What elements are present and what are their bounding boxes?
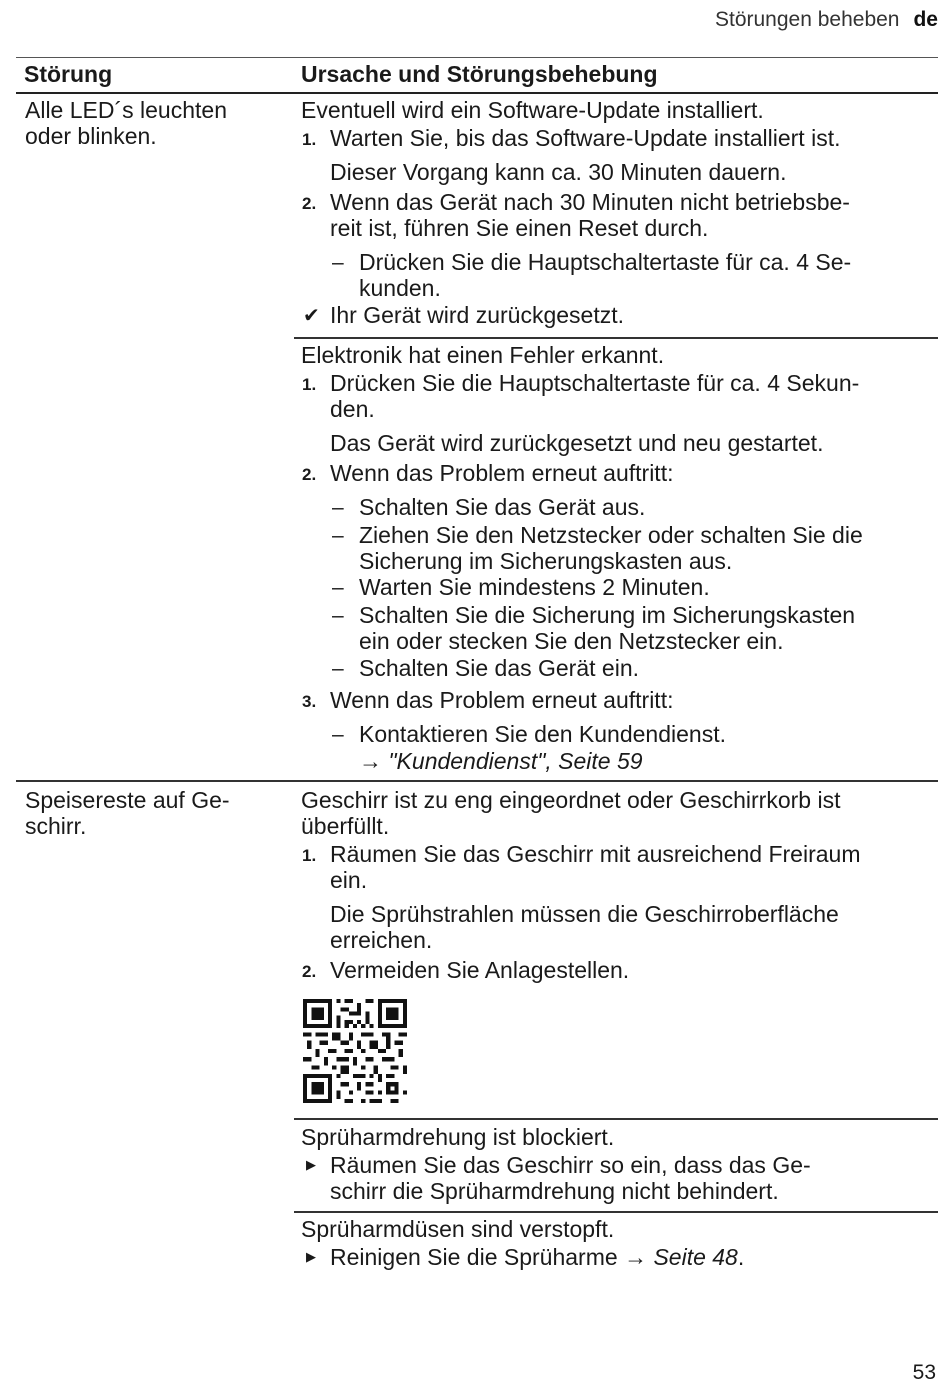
- checkmark-icon: ✔: [303, 305, 320, 327]
- cause-text: Sprüharmdüsen sind verstopft.: [301, 1216, 615, 1242]
- cross-reference-link[interactable]: [624, 1244, 738, 1270]
- arrow-right-icon: →: [624, 1244, 648, 1270]
- step-number: 2.: [302, 465, 317, 484]
- cross-reference-link[interactable]: [359, 748, 643, 774]
- step-number: 1.: [302, 130, 317, 149]
- cause-text: Geschirr ist zu eng eingeordnet oder Geschirrkorb ist: [301, 787, 841, 813]
- row-divider: [294, 1118, 938, 1120]
- result-text: Ihr Gerät wird zurückgesetzt.: [330, 302, 624, 328]
- cause-text: Sprüharmdrehung ist blockiert.: [301, 1124, 615, 1150]
- step-number: 2.: [302, 962, 317, 981]
- fault-text: schirr.: [25, 813, 87, 839]
- row-divider: [294, 337, 938, 339]
- triangle-bullet-icon: ▶: [306, 1157, 316, 1172]
- triangle-bullet-icon: ▶: [306, 1249, 316, 1264]
- cross-reference-text: Seite 48: [653, 1244, 738, 1270]
- running-header: [715, 8, 938, 32]
- dash-bullet: –: [332, 657, 344, 680]
- step-note: Das Gerät wird zurückgesetzt und neu gestartet.: [330, 430, 824, 456]
- dash-bullet: –: [332, 524, 344, 547]
- section-title: Störungen beheben: [714, 8, 900, 31]
- substep-text: Ziehen Sie den Netzstecker oder schalten Sie die: [359, 522, 863, 548]
- substep-text: Kontaktieren Sie den Kundendienst.: [359, 721, 726, 747]
- column-header-cause: Ursache und Störungsbehebung: [301, 61, 658, 87]
- step-note: erreichen.: [330, 927, 433, 953]
- step-number: 1.: [302, 375, 317, 394]
- substep-text: Drücken Sie die Hauptschaltertaste für ca. 4 Se-: [359, 249, 852, 275]
- language-code: de: [913, 8, 938, 31]
- arrow-right-icon: →: [359, 748, 389, 774]
- step-text: den.: [330, 396, 375, 422]
- step-text: reit ist, führen Sie einen Reset durch.: [330, 215, 709, 241]
- step-text: Warten Sie, bis das Software-Update installiert ist.: [330, 125, 841, 151]
- cause-text: überfüllt.: [301, 813, 390, 839]
- substep-text: ein oder stecken Sie den Netzstecker ein.: [359, 628, 784, 654]
- substep-text: Schalten Sie das Gerät aus.: [359, 494, 646, 520]
- step-text: ein.: [330, 867, 368, 893]
- step-text: Drücken Sie die Hauptschaltertaste für ca. 4 Sekun-: [330, 370, 860, 396]
- dash-bullet: –: [332, 576, 344, 599]
- substep-text: Warten Sie mindestens 2 Minuten.: [359, 574, 710, 600]
- substep-text: Schalten Sie die Sicherung im Sicherungskasten: [359, 602, 856, 628]
- step-text: Vermeiden Sie Anlagestellen.: [330, 957, 630, 983]
- substep-text: kunden.: [359, 275, 441, 301]
- step-number: 1.: [302, 846, 317, 865]
- dash-bullet: –: [332, 723, 344, 746]
- cause-text: Eventuell wird ein Software-Update installiert.: [301, 97, 764, 123]
- step-text: Wenn das Problem erneut auftritt:: [330, 687, 674, 713]
- cause-text: Elektronik hat einen Fehler erkannt.: [301, 342, 665, 368]
- step-label: Reinigen Sie die Sprüharme: [330, 1244, 618, 1270]
- substep-text: Sicherung im Sicherungskasten aus.: [359, 548, 733, 574]
- cross-reference-text: "Kundendienst", Seite 59: [388, 748, 643, 774]
- dash-bullet: –: [332, 496, 344, 519]
- row-divider: [16, 780, 938, 782]
- page-number: 53: [912, 1361, 936, 1384]
- fault-text: oder blinken.: [25, 123, 157, 149]
- step-text: Räumen Sie das Geschirr mit ausreichend Freiraum: [330, 841, 861, 867]
- dash-bullet: –: [332, 251, 344, 274]
- dash-bullet: –: [332, 604, 344, 627]
- step-number: 3.: [302, 692, 317, 711]
- step-text: schirr die Sprüharmdrehung nicht behindert.: [330, 1178, 779, 1204]
- fault-text: Speisereste auf Ge-: [25, 787, 230, 813]
- row-divider: [294, 1211, 938, 1213]
- fault-text: Alle LED´s leuchten: [25, 97, 227, 123]
- step-number: 2.: [302, 194, 317, 213]
- substep-text: Schalten Sie das Gerät ein.: [359, 655, 639, 681]
- step-note: Die Sprühstrahlen müssen die Geschirroberfläche: [330, 901, 839, 927]
- step-text: Wenn das Gerät nach 30 Minuten nicht betriebsbe-: [330, 189, 850, 215]
- step-text: [330, 1244, 744, 1270]
- header-rule: [16, 92, 938, 94]
- sentence-end: .: [737, 1244, 745, 1270]
- qr-code-icon: [303, 999, 407, 1103]
- step-text: Wenn das Problem erneut auftritt:: [330, 460, 674, 486]
- step-text: Räumen Sie das Geschirr so ein, dass das Ge-: [330, 1152, 811, 1178]
- step-note: Dieser Vorgang kann ca. 30 Minuten dauern.: [330, 159, 787, 185]
- column-header-fault: Störung: [24, 61, 113, 87]
- table-top-rule: [16, 57, 938, 58]
